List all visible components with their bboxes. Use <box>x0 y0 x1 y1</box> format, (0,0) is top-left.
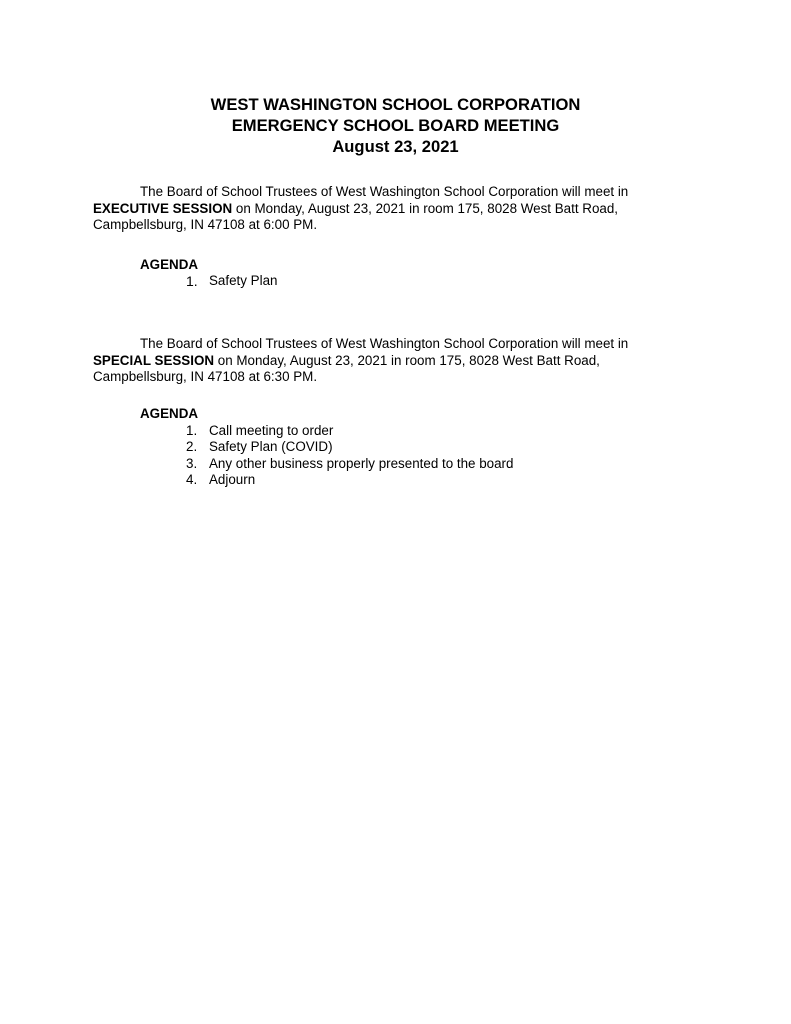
meeting-title: EMERGENCY SCHOOL BOARD MEETING <box>231 116 560 135</box>
agenda-item-number: 1. <box>186 423 198 438</box>
agenda-item-text: Safety Plan <box>209 273 278 288</box>
agenda-item <box>140 456 513 472</box>
meeting-date: August 23, 2021 <box>332 137 459 156</box>
executive-notice-line-2 <box>93 201 653 218</box>
agenda-item-text: Call meeting to order <box>209 423 334 438</box>
special-notice-line-3: Campbellsburg, IN 47108 at 6:30 PM. <box>93 369 318 384</box>
agenda-item <box>140 273 277 289</box>
corporation-name: WEST WASHINGTON SCHOOL CORPORATION <box>210 95 581 114</box>
executive-session-label: EXECUTIVE SESSION <box>93 200 233 216</box>
special-notice-line-1: The Board of School Trustees of West Washington School Corporation will meet in <box>140 336 629 351</box>
special-notice-line-2 <box>93 353 653 370</box>
executive-session-notice <box>93 184 653 234</box>
agenda-item-number: 3. <box>186 455 198 471</box>
agenda-item <box>140 423 513 439</box>
executive-agenda-title: AGENDA <box>140 257 199 272</box>
special-notice-line-2-rest: on Monday, August 23, 2021 in room 175, 8028 West Batt Road, <box>214 352 600 368</box>
agenda-item-text: Safety Plan (COVID) <box>209 439 333 455</box>
executive-agenda-list <box>140 273 277 289</box>
executive-notice-line-2-rest: on Monday, August 23, 2021 in room 175, 8028 West Batt Road, <box>232 200 619 216</box>
special-agenda-title: AGENDA <box>140 406 199 421</box>
executive-notice-line-3: Campbellsburg, IN 47108 at 6:00 PM. <box>93 217 318 232</box>
agenda-item-text: Adjourn <box>209 471 256 487</box>
agenda-item-number: 4. <box>186 471 198 487</box>
agenda-item <box>140 439 513 455</box>
agenda-item <box>140 472 513 488</box>
special-session-label: SPECIAL SESSION <box>93 352 215 368</box>
agenda-item-number: 1. <box>186 273 198 289</box>
document-header <box>0 94 791 157</box>
special-agenda-list <box>140 423 513 488</box>
agenda-item-text: Any other business properly presented to the board <box>209 455 514 471</box>
special-session-notice <box>93 336 653 386</box>
agenda-item-number: 2. <box>186 439 198 455</box>
executive-notice-line-1: The Board of School Trustees of West Washington School Corporation will meet in <box>140 184 629 199</box>
